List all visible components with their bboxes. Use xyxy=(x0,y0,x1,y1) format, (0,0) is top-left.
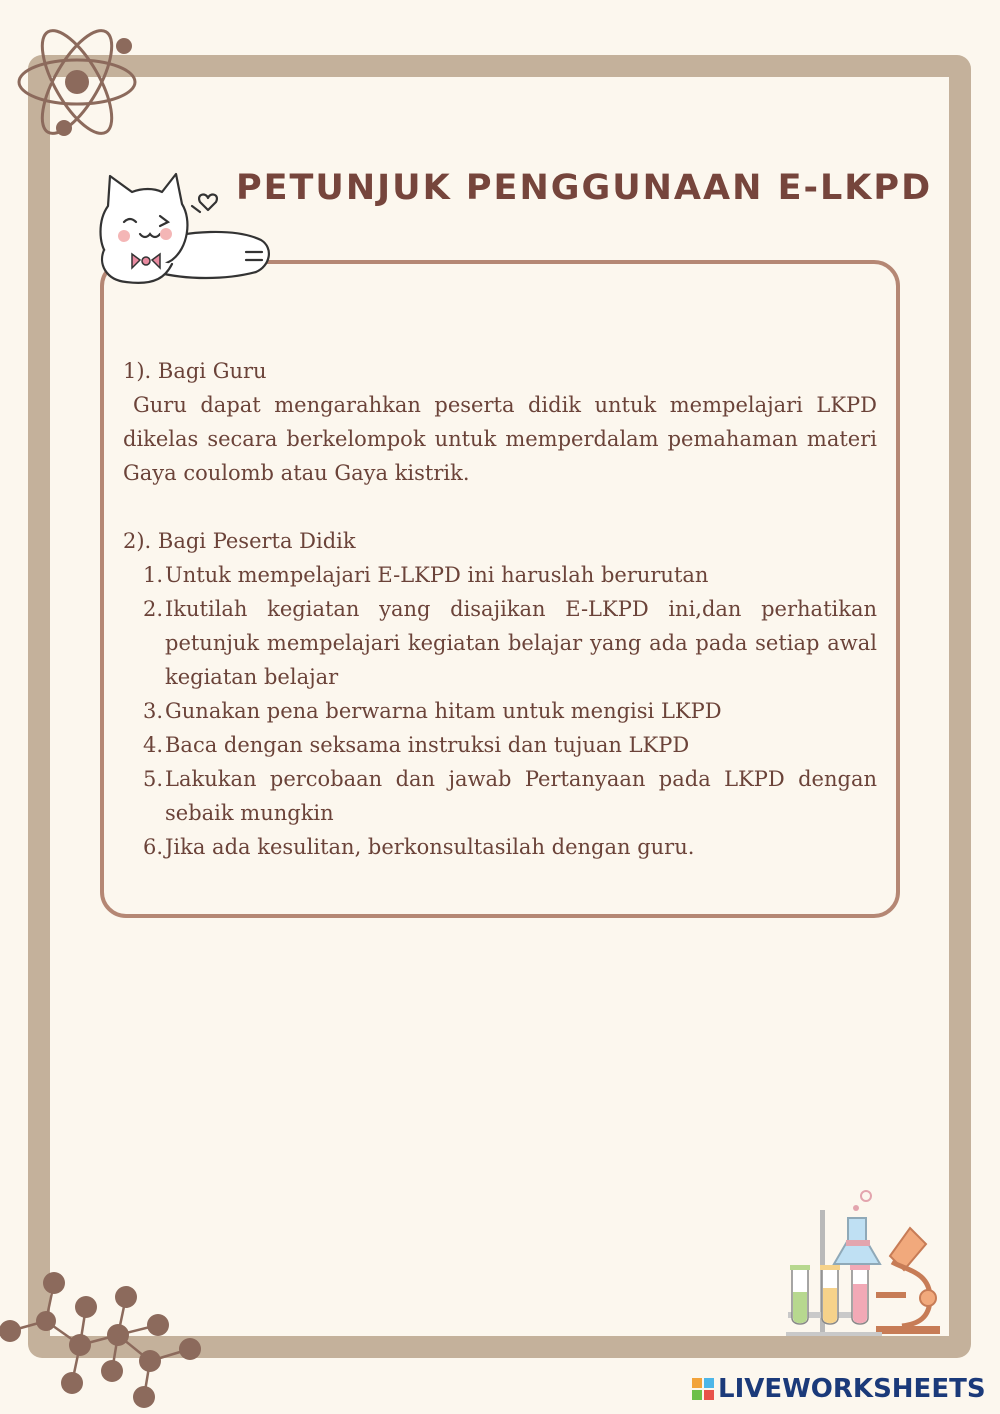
instructions-text xyxy=(123,354,877,864)
list-item: 4. Baca dengan seksama instruksi dan tujuan LKPD xyxy=(142,733,690,757)
list-item: 1. Untuk mempelajari E-LKPD ini haruslah berurutan xyxy=(142,563,709,587)
cat-icon xyxy=(96,168,276,293)
section-peserta-heading: 2). Bagi Peserta Didik xyxy=(123,529,356,553)
atom-icon xyxy=(14,20,144,145)
section-guru-paragraph: Guru dapat mengarahkan peserta didik untuk mempelajari LKPD dikelas secara berkelompok untuk memperdalam pemahaman materi Gaya coulomb atau Gaya kistrik. xyxy=(123,393,877,485)
page-title: PETUNJUK PENGGUNAAN E-LKPD xyxy=(236,168,933,208)
brand-name: LIVEWORKSHEETS xyxy=(718,1374,986,1404)
list-item: 6. Jika ada kesulitan, berkonsultasilah dengan guru. xyxy=(142,835,695,859)
list-item: 3. Gunakan pena berwarna hitam untuk mengisi LKPD xyxy=(142,699,722,723)
molecule-icon xyxy=(0,1265,210,1414)
lab-equipment-icon xyxy=(780,1188,945,1338)
list-item: 5. Lakukan percobaan dan jawab Pertanyaan pada LKPD dengan sebaik mungkin xyxy=(142,767,877,825)
section-guru-heading: 1). Bagi Guru xyxy=(123,359,267,383)
logo-blocks-icon xyxy=(692,1378,714,1400)
liveworksheets-logo[interactable] xyxy=(692,1374,986,1404)
peserta-instruction-list xyxy=(123,558,877,864)
list-item: 2. Ikutilah kegiatan yang disajikan E-LKPD ini,dan perhatikan petunjuk mempelajari kegiatan belajar yang ada pada setiap awal kegiatan belajar xyxy=(142,597,877,689)
